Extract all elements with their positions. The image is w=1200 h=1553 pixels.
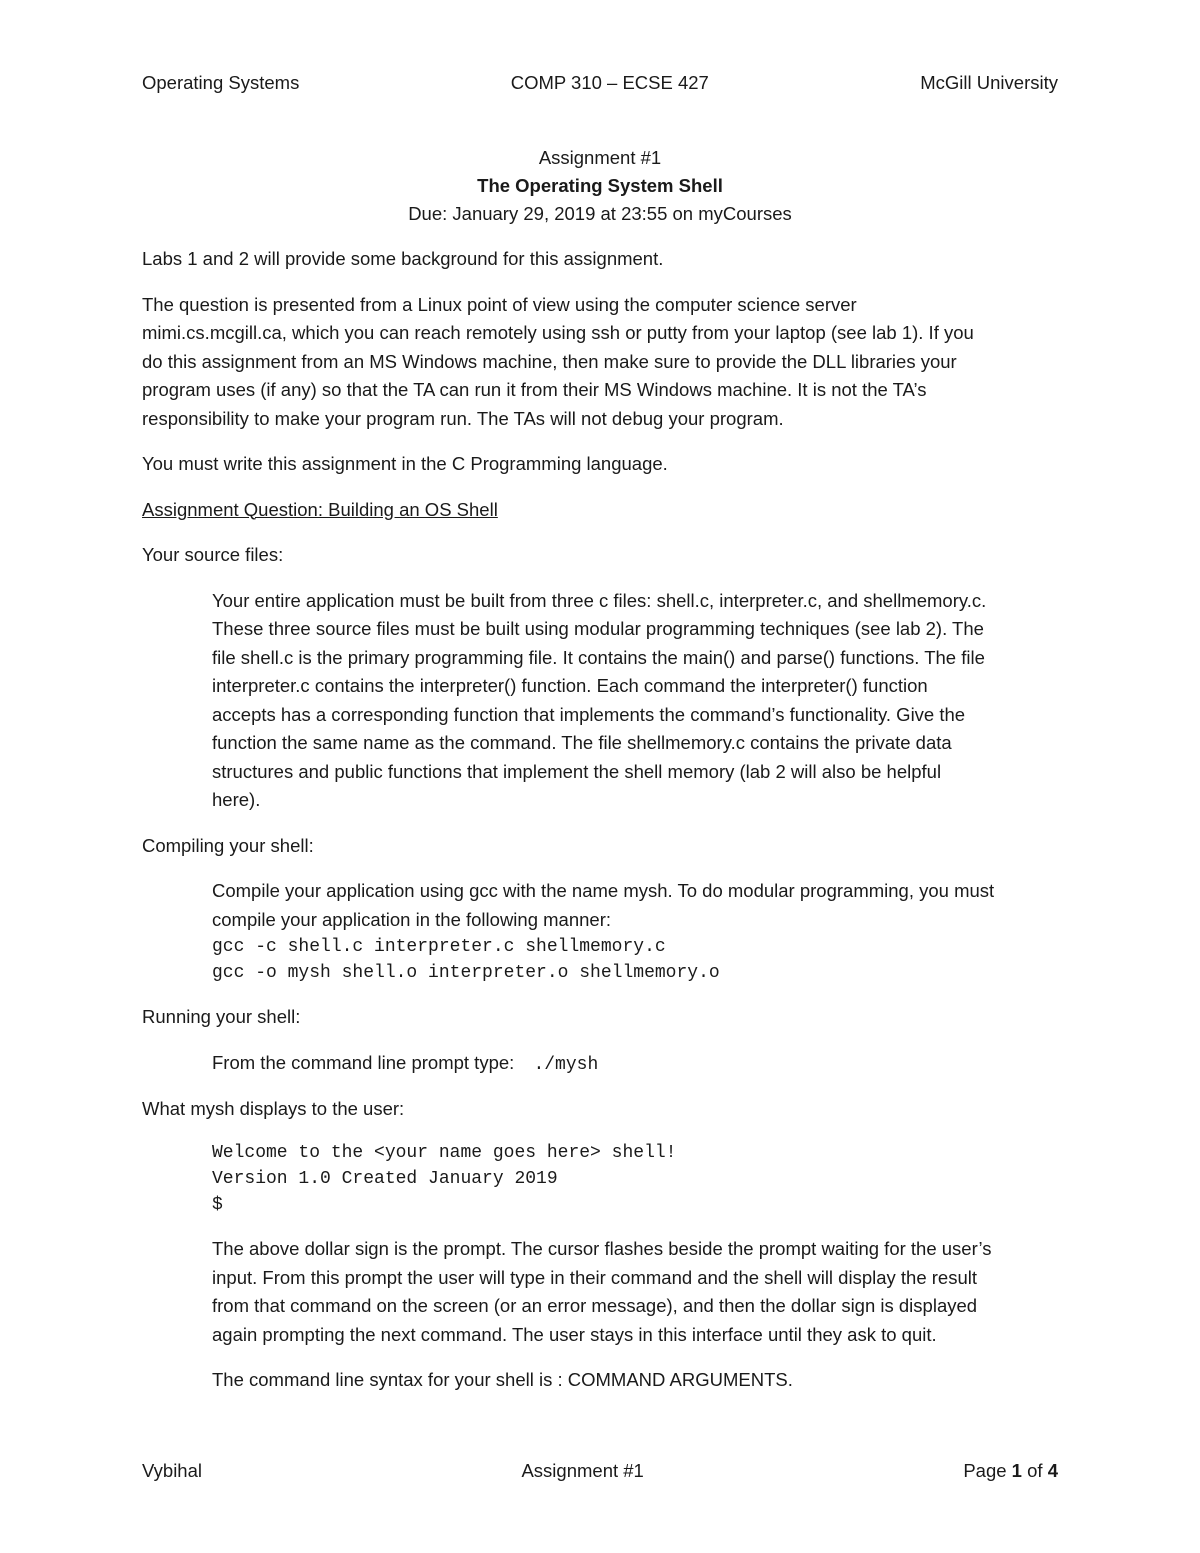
- platform-line: The question is presented from a Linux point of view using the computer science server: [142, 293, 857, 315]
- run-command: ./mysh: [533, 1054, 599, 1075]
- source-line: interpreter.c contains the interpreter() function. Each command the interpreter() function: [212, 675, 928, 696]
- source-line: Your entire application must be built from three c files: shell.c, interpreter.c, and shellmemory.c.: [212, 589, 987, 611]
- header-course-name: Operating Systems: [142, 72, 300, 93]
- title-block: [142, 144, 1058, 228]
- prompt-line: input. From this prompt the user will type in their command and the shell will display the result: [212, 1266, 978, 1288]
- link-command: gcc -o mysh shell.o interpreter.o shellmemory.o: [212, 963, 720, 983]
- page-footer: [142, 1460, 1058, 1482]
- footer-assignment: Assignment #1: [521, 1460, 644, 1481]
- platform-paragraph: [142, 291, 1062, 434]
- footer-author: Vybihal: [142, 1460, 202, 1481]
- document-body: [142, 245, 1062, 1412]
- source-heading: Your source files:: [142, 544, 284, 565]
- run-text: From the command line prompt type:: [212, 1051, 515, 1073]
- prompt-symbol: $: [212, 1195, 223, 1215]
- current-page: 1: [1011, 1460, 1022, 1481]
- compile-command: gcc -c shell.c interpreter.c shellmemory.c: [212, 937, 666, 957]
- source-line: file shell.c is the primary programming file. It contains the main() and parse() functions. The file: [212, 646, 985, 668]
- platform-line: program uses (if any) so that the TA can run it from their MS Windows machine. It is not the TA’s: [142, 379, 927, 400]
- display-heading: What mysh displays to the user:: [142, 1097, 405, 1119]
- version-line: Version 1.0 Created January 2019: [212, 1169, 558, 1189]
- header-course-code: COMP 310 – ECSE 427: [510, 72, 709, 93]
- platform-line: mimi.cs.mcgill.ca, which you can reach remotely using ssh or putty from your laptop (see lab 1). If you: [142, 322, 974, 343]
- page-indicator: [963, 1460, 1058, 1482]
- run-heading: Running your shell:: [142, 1006, 301, 1027]
- welcome-line: Welcome to the <your name goes here> shell!: [212, 1143, 677, 1163]
- of-word: of: [1021, 1460, 1048, 1481]
- assignment-number: Assignment #1: [538, 147, 662, 168]
- source-line: here).: [212, 789, 261, 810]
- source-paragraph: [212, 587, 1062, 815]
- header-university: McGill University: [920, 72, 1058, 93]
- compile-line: compile your application in the following manner:: [212, 908, 611, 930]
- compile-heading: Compiling your shell:: [142, 834, 314, 856]
- prompt-line: from that command on the screen (or an error message), and then the dollar sign is displayed: [212, 1295, 978, 1316]
- welcome-output: [212, 1140, 1062, 1218]
- compile-section: [212, 877, 1062, 986]
- section-title: Assignment Question: Building an OS Shell: [142, 498, 498, 520]
- assignment-title: The Operating System Shell: [477, 175, 723, 196]
- platform-line: do this assignment from an MS Windows machine, then make sure to provide the DLL libraries your: [142, 350, 957, 372]
- page-word: Page: [963, 1460, 1012, 1481]
- platform-line: responsibility to make your program run. The TAs will not debug your program.: [142, 407, 784, 429]
- source-line: These three source files must be built using modular programming techniques (see lab 2). The: [212, 618, 984, 639]
- intro-paragraph: Labs 1 and 2 will provide some background for this assignment.: [142, 248, 664, 269]
- syntax-line: The command line syntax for your shell is : COMMAND ARGUMENTS.: [212, 1369, 793, 1390]
- source-line: function the same name as the command. The file shellmemory.c contains the private data: [212, 732, 952, 753]
- run-instruction: [212, 1049, 1062, 1078]
- source-line: structures and public functions that implement the shell memory (lab 2 will also be helpful: [212, 760, 942, 782]
- prompt-line: The above dollar sign is the prompt. The cursor flashes beside the prompt waiting for the user’s: [212, 1238, 992, 1259]
- page-header: [142, 72, 1058, 94]
- total-pages: 4: [1047, 1460, 1058, 1481]
- prompt-paragraph: [212, 1235, 1062, 1349]
- due-date: Due: January 29, 2019 at 23:55 on myCourses: [408, 203, 792, 224]
- prompt-line: again prompting the next command. The user stays in this interface until they ask to quit.: [212, 1323, 937, 1345]
- compile-line: Compile your application using gcc with the name mysh. To do modular programming, you must: [212, 880, 995, 901]
- language-paragraph: You must write this assignment in the C Programming language.: [142, 453, 668, 474]
- source-line: accepts has a corresponding function that implements the command’s functionality. Give the: [212, 703, 966, 725]
